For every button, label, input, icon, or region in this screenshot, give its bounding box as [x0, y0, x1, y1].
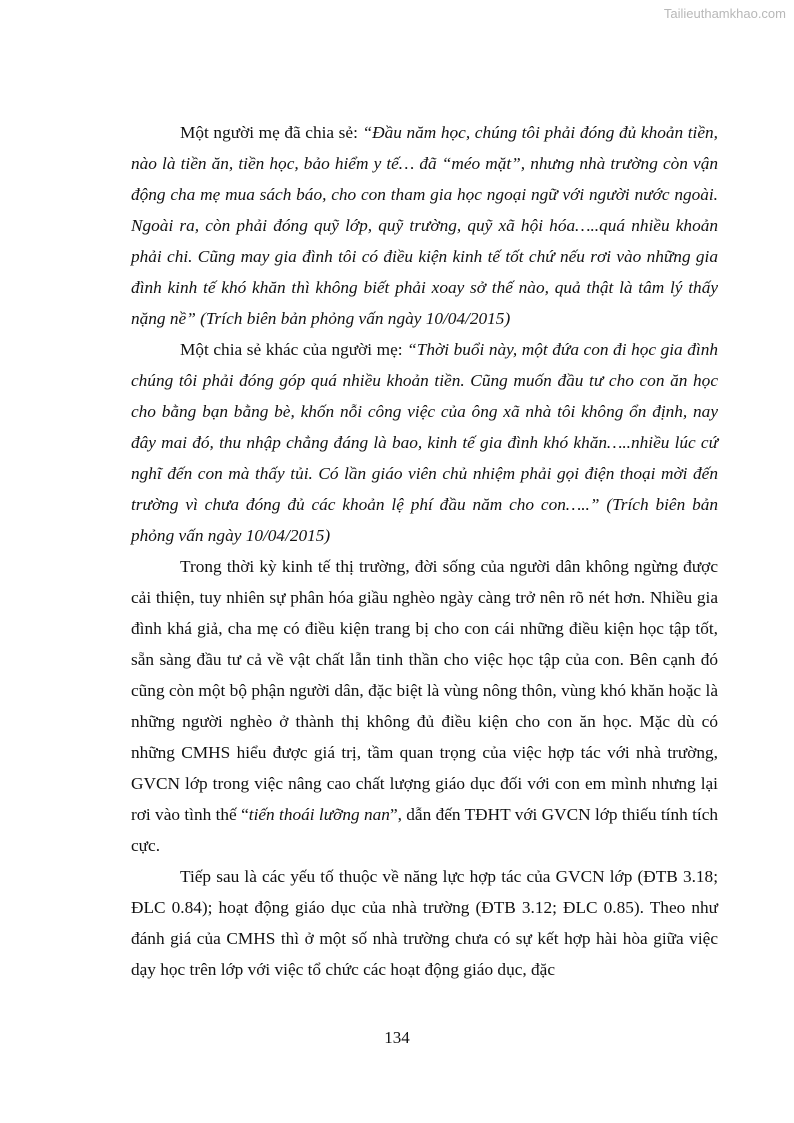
paragraph-cooperation-factors: [131, 861, 718, 985]
paragraph-mother-quote-2: [131, 334, 718, 551]
paragraph-market-economy: [131, 551, 718, 861]
idiom-text: tiến thoái lưỡng nan: [248, 805, 390, 824]
paragraph-lead: Một người mẹ đã chia sẻ:: [180, 123, 363, 142]
paragraph-text: Trong thời kỳ kinh tế thị trường, đời sống của người dân không ngừng được cải thiện, tuy nhiên sự phân hóa giầu nghèo ngày càng trở nên rõ nét hơn. Nhiều gia đình khá giả, cha mẹ có điều kiện trang bị cho con cái những điều kiện học tập tốt, sẵn sàng đầu tư cả về vật chất lẫn tinh thần cho việc học tập của con. Bên cạnh đó cũng còn một bộ phận người dân, đặc biệt là vùng nông thôn, vùng khó khăn hoặc là những người nghèo ở thành thị không đủ điều kiện cho con ăn học. Mặc dù có những CMHS hiểu được giá trị, tầm quan trọng của việc hợp tác với nhà trường, GVCN lớp trong việc nâng cao chất lượng giáo dục đối với con em mình nhưng lại rơi vào tình thế “: [131, 557, 718, 824]
paragraph-text: ”, dẫn đến TĐHT với GVCN lớp thiếu tính tích cực.: [131, 805, 718, 855]
interview-quote: “Thời buổi này, một đứa con đi học gia đình chúng tôi phải đóng góp quá nhiều khoản tiền. Cũng muốn đầu tư cho con ăn học cho bằng bạn bằng bè, khốn nỗi công việc của ông xã nhà tôi không ổn định, nay đây mai đó, thu nhập chẳng đáng là bao, kinh tế gia đình khó khăn…..nhiều lúc cứ nghĩ đến con mà thấy tủi. Có lần giáo viên chủ nhiệm phải gọi điện thoại mời đến trường vì chưa đóng đủ các khoản lệ phí đầu năm cho con…..” (Trích biên bản phỏng vấn ngày 10/04/2015): [131, 340, 718, 545]
page-number: 134: [384, 1028, 410, 1047]
watermark: Tailieuthamkhao.com: [663, 6, 786, 21]
document-body: [131, 117, 718, 985]
paragraph-text: Tiếp sau là các yếu tố thuộc về năng lực hợp tác của GVCN lớp (ĐTB 3.18; ĐLC 0.84); hoạt động giáo dục của nhà trường (ĐTB 3.12; ĐLC 0.85). Theo như đánh giá của CMHS thì ở một số nhà trường chưa có sự kết hợp hài hòa giữa việc dạy học trên lớp với việc tổ chức các hoạt động giáo dục, đặc: [131, 867, 718, 979]
paragraph-lead: Một chia sẻ khác của người mẹ:: [180, 340, 408, 359]
interview-quote: “Đầu năm học, chúng tôi phải đóng đủ khoản tiền, nào là tiền ăn, tiền học, bảo hiểm y tế… đã “méo mặt”, nhưng nhà trường còn vận động cha mẹ mua sách báo, cho con tham gia học ngoại ngữ với người nước ngoài. Ngoài ra, còn phải đóng quỹ lớp, quỹ trường, quỹ xã hội hóa…..quá nhiều khoản phải chi. Cũng may gia đình tôi có điều kiện kinh tế tốt chứ nếu rơi vào những gia đình kinh tế khó khăn thì không biết phải xoay sở thế nào, quả thật là tâm lý thấy nặng nề” (Trích biên bản phỏng vấn ngày 10/04/2015): [131, 123, 718, 328]
paragraph-mother-quote-1: [131, 117, 718, 334]
